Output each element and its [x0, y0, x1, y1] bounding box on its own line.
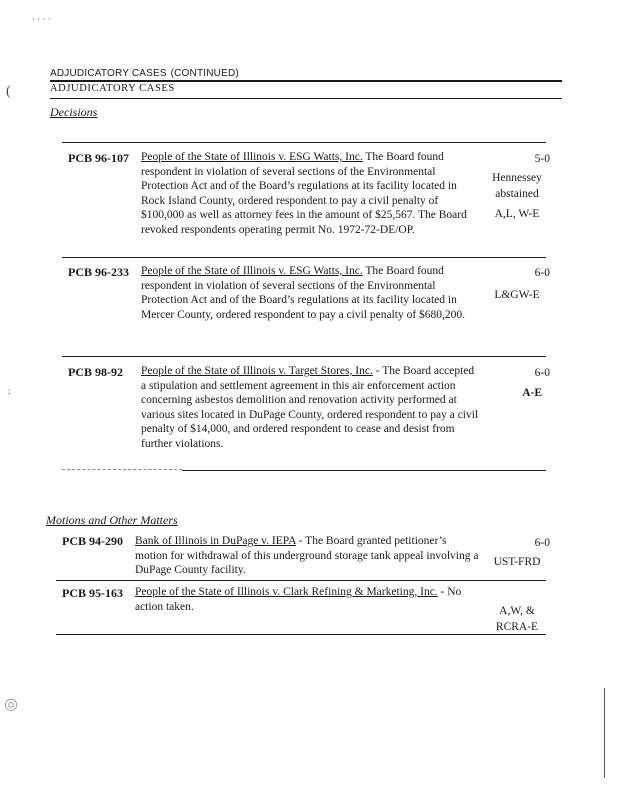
- page-title: ADJUDICATORY CASES (CONTINUED): [50, 68, 239, 79]
- case-number: PCB 98-92: [68, 365, 123, 379]
- case-title: People of the State of Illinois v. ESG Watts, Inc.: [141, 265, 363, 277]
- case-description: Bank of Illinois in DuPage v. IEPA - The Board granted petitioner’s motion for withdrawal of this underground storage tank appeal involving a DuPage County facility.: [135, 535, 479, 576]
- case-title: Bank of Illinois in DuPage v. IEPA: [135, 535, 296, 547]
- case-description: People of the State of Illinois v. ESG Watts, Inc. The Board found respondent in violation of several sections of the Environmental Protection Act and of the Board’s regulations at its facility located in Mercer County, ordered respondent to pay a civil penalty of $680,200.: [141, 265, 466, 321]
- case-number: PCB 96-107: [68, 151, 129, 165]
- vote-tally: A,W, & RCRA-E: [495, 605, 539, 633]
- scan-edge-line: [604, 688, 605, 778]
- case-number: PCB 96-233: [68, 265, 129, 279]
- case-description: People of the State of Illinois v. Target Stores, Inc. - The Board accepted a stipulation and settlement agreement in this air enforcement action concerning asbestos demolition and renovation activity performed at various sites located in DuPage County, ordered respondent to pay a civil penalty of $14,000, and ordered respondent to cease and desist from further violations.: [141, 365, 479, 450]
- divider: [56, 580, 546, 581]
- scan-speck: :: [8, 386, 11, 396]
- divider: [56, 634, 546, 635]
- vote-tally: 6-0 A-E: [522, 367, 550, 399]
- divider: [62, 356, 546, 357]
- vote-tally: 6-0 L&GW-E: [494, 267, 550, 301]
- scan-speck: (: [6, 84, 11, 99]
- faint-divider: [62, 469, 182, 470]
- case-description: People of the State of Illinois v. ESG Watts, Inc. The Board found respondent in violation of several sections of the Environmental Protection Act and of the Board’s regulations at its facility located in Rock Island County, ordered respondent to pay a civil penalty of $100,000 as well as attorney fees in the amount of $25,567. The Board revoked respondents operating permit No. 1972-72-DE/OP.: [141, 151, 467, 236]
- case-title: People of the State of Illinois v. Clark Refining & Marketing, Inc.: [135, 586, 438, 598]
- divider: [182, 470, 546, 471]
- case-description: People of the State of Illinois v. Clark Refining & Marketing, Inc. - No action taken.: [135, 586, 462, 613]
- case-number: PCB 95-163: [62, 586, 123, 600]
- vote-tally: 6-0 UST-FRD: [493, 537, 550, 568]
- section-heading-motions: Motions and Other Matters: [46, 513, 178, 527]
- punch-hole-mark: ◎: [4, 696, 18, 713]
- section-heading-decisions: Decisions: [50, 105, 98, 119]
- divider: [62, 142, 546, 143]
- vote-tally: 5-0 Hennessey abstained A,L, W-E: [492, 153, 550, 220]
- page-subtitle: ADJUDICATORY CASES: [50, 83, 175, 94]
- scan-speck: · · · ·: [32, 14, 51, 24]
- case-number: PCB 94-290: [62, 534, 123, 548]
- case-title: People of the State of Illinois v. ESG Watts, Inc.: [141, 151, 363, 163]
- divider: [62, 257, 546, 258]
- case-title: People of the State of Illinois v. Target Stores, Inc.: [141, 365, 373, 377]
- header-rule-bottom: [50, 98, 562, 99]
- header-rule-top: [50, 80, 562, 82]
